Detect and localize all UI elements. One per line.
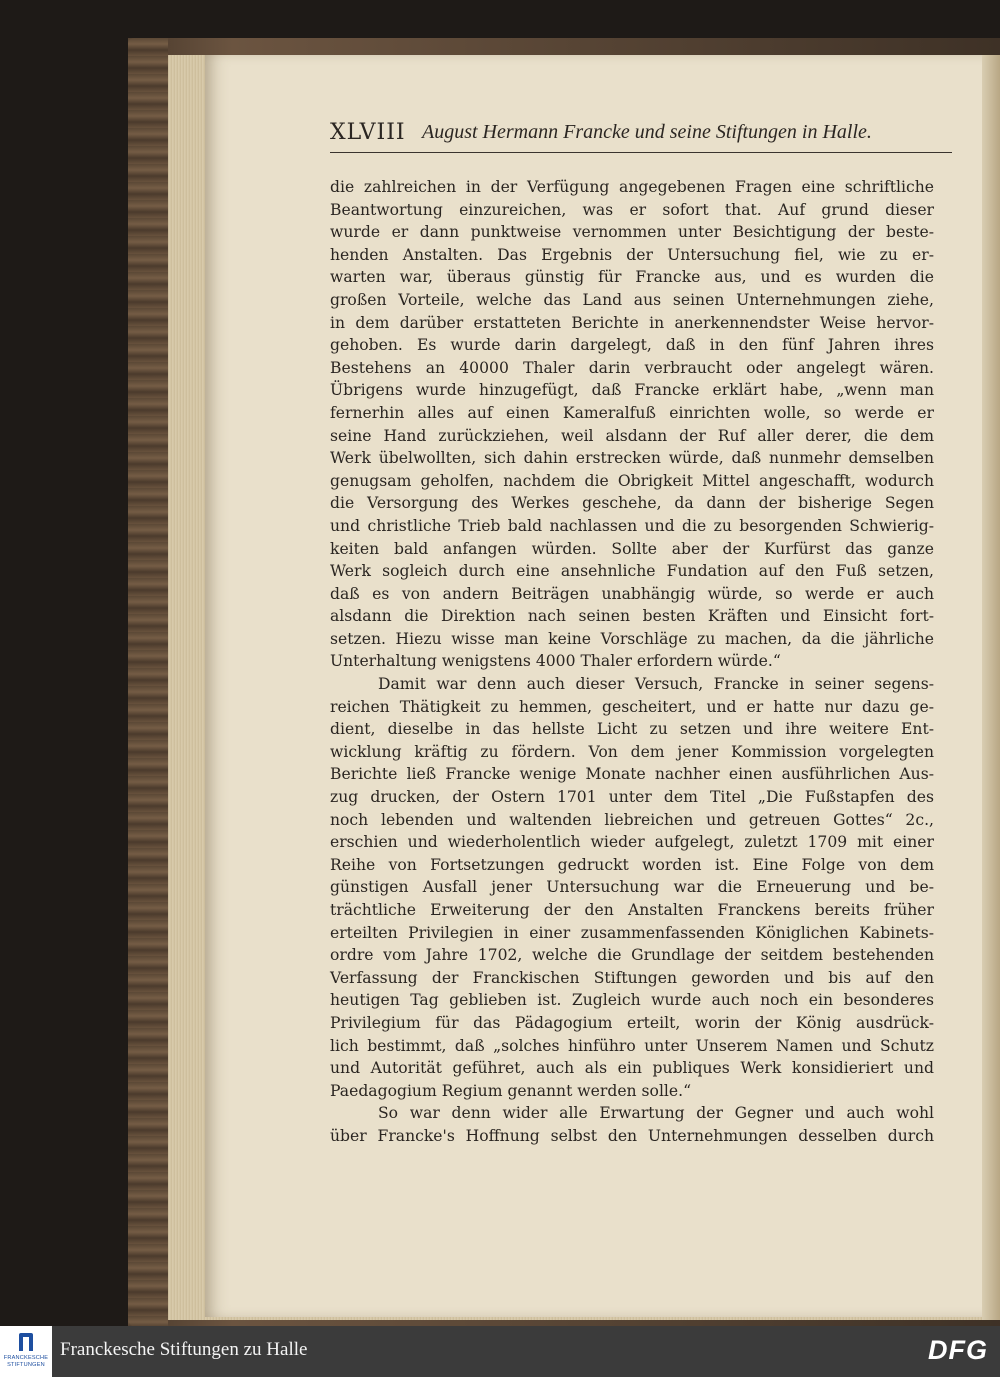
running-head-title: August Hermann Francke und seine Stiftungen in Halle. <box>422 121 872 143</box>
page-right-edge <box>982 55 1000 1320</box>
text-line: seine Hand zurückziehen, weil alsdann der Ruf aller derer, die dem <box>330 426 934 445</box>
text-line: die Versorgung des Werkes geschehe, da dann der bisherige Segen <box>330 494 934 513</box>
text-line: setzen. Hiezu wisse man keine Vorschläge zu machen, da die jährliche <box>330 629 934 648</box>
logo-text <box>0 1355 52 1369</box>
running-head <box>330 112 952 152</box>
text-line: Werk sogleich durch eine ansehnliche Fundation auf den Fuß setzen, <box>330 562 934 581</box>
text-line: noch lebenden und waltenden liebreichen und getreuen Gottes“ 2c., <box>330 810 934 829</box>
text-line: dient, dieselbe in das hellste Licht zu setzen und ihre weitere Ent- <box>330 720 934 739</box>
franckesche-logo[interactable] <box>0 1326 52 1377</box>
viewer-footer <box>0 1326 1000 1377</box>
text-line: gehoben. Es wurde darin dargelegt, daß in den fünf Jahren ihres <box>330 336 934 355</box>
text-line: Paedagogium Regium genannt werden solle.“ <box>330 1081 692 1100</box>
dfg-logo[interactable]: DFG <box>928 1335 988 1365</box>
logo-text-line-1: FRANCKESCHE <box>3 1355 49 1361</box>
text-line: fernerhin alles auf einen Kameralfuß einrichten wolle, so werde er <box>330 403 934 422</box>
text-line: ordre vom Jahre 1702, welche die Grundlage der seitdem bestehenden <box>330 946 934 965</box>
institution-name[interactable]: Franckesche Stiftungen zu Halle <box>60 1339 308 1360</box>
page-number: XLVIII <box>330 120 406 145</box>
text-line: und christliche Trieb bald nachlassen und die zu besorgenden Schwierig- <box>330 516 934 535</box>
logo-mark-icon <box>19 1333 33 1351</box>
text-line: erteilten Privilegien in einer zusammenfassenden Königlichen Kabinets- <box>330 923 934 942</box>
text-line: großen Vorteile, welche das Land aus seinen Unternehmungen ziehe, <box>330 290 934 309</box>
text-line: henden Anstalten. Das Ergebnis der Untersuchung fiel, wie zu er- <box>330 245 934 264</box>
text-line: lich bestimmt, daß „solches hinführo unter Unserem Namen und Schutz <box>330 1036 934 1055</box>
text-line: Werk übelwollten, sich dahin erstrecken würde, daß nunmehr demselben <box>330 449 934 468</box>
text-line: Unterhaltung wenigstens 4000 Thaler erfordern würde.“ <box>330 652 781 671</box>
text-line: Verfassung der Franckischen Stiftungen geworden und bis auf den <box>330 968 934 987</box>
text-line: wicklung kräftig zu fördern. Von dem jener Kommission vorgelegten <box>330 742 934 761</box>
text-line: zug drucken, der Ostern 1701 unter dem Titel „Die Fußstapfen des <box>330 788 934 807</box>
text-line: daß es von andern Beiträgen unabhängig würde, so werde er auch <box>330 584 934 603</box>
text-line: wurde er dann punktweise vernommen unter Besichtigung der beste- <box>330 223 934 242</box>
text-line: Beantwortung einzureichen, was er sofort that. Auf grund dieser <box>330 200 934 219</box>
text-line: über Francke's Hoffnung selbst den Unternehmungen desselben durch <box>330 1126 934 1145</box>
text-line: Privilegium für das Pädagogium erteilt, worin der König ausdrück- <box>330 1013 934 1032</box>
text-line: erschien und wiederholentlich wieder aufgelegt, zuletzt 1709 mit einer <box>330 833 934 852</box>
text-line: Berichte ließ Francke wenige Monate nachher einen ausführlichen Aus- <box>330 765 934 784</box>
text-line: alsdann die Direktion nach seinen besten Kräften und Einsicht fort- <box>330 607 934 626</box>
text-line: So war denn wider alle Erwartung der Gegner und auch wohl <box>378 1104 934 1123</box>
text-line: trächtliche Erweiterung der den Anstalten Franckens bereits früher <box>330 901 934 919</box>
book-spine-edge <box>128 38 168 1326</box>
header-rule <box>330 152 952 153</box>
text-line: keiten bald anfangen würden. Sollte aber der Kurfürst das ganze <box>330 539 934 558</box>
text-line: warten war, überaus günstig für Francke aus, und es wurden die <box>330 268 934 287</box>
text-line: Übrigens wurde hinzugefügt, daß Francke erklärt habe, „wenn man <box>330 381 934 400</box>
text-line: Damit war denn auch dieser Versuch, Francke in seiner segens- <box>378 675 934 694</box>
text-line: günstigen Ausfall jener Untersuchung war die Erneuerung und be- <box>330 878 934 897</box>
logo-text-line-2: STIFTUNGEN <box>7 1362 45 1368</box>
text-line: heutigen Tag geblieben ist. Zugleich wurde auch noch ein besonderes <box>330 991 934 1010</box>
text-line: die zahlreichen in der Verfügung angegebenen Fragen eine schriftliche <box>330 178 934 196</box>
text-line: genugsam geholfen, nachdem die Obrigkeit Mittel angeschafft, wodurch <box>330 471 934 490</box>
body-text <box>330 176 934 1148</box>
text-line: Bestehens an 40000 Thaler darin verbraucht oder angelegt wären. <box>330 358 934 377</box>
text-line: Reihe von Fortsetzungen gedruckt worden ist. Eine Folge von dem <box>330 855 934 874</box>
text-line: in dem darüber erstatteten Berichte in anerkennendster Weise hervor- <box>330 313 934 332</box>
text-line: und Autorität geführet, auch als ein publiques Werk konsidieriert und <box>330 1059 934 1078</box>
text-line: reichen Thätigkeit zu hemmen, gescheitert, und er hatte nur dazu ge- <box>330 697 934 716</box>
